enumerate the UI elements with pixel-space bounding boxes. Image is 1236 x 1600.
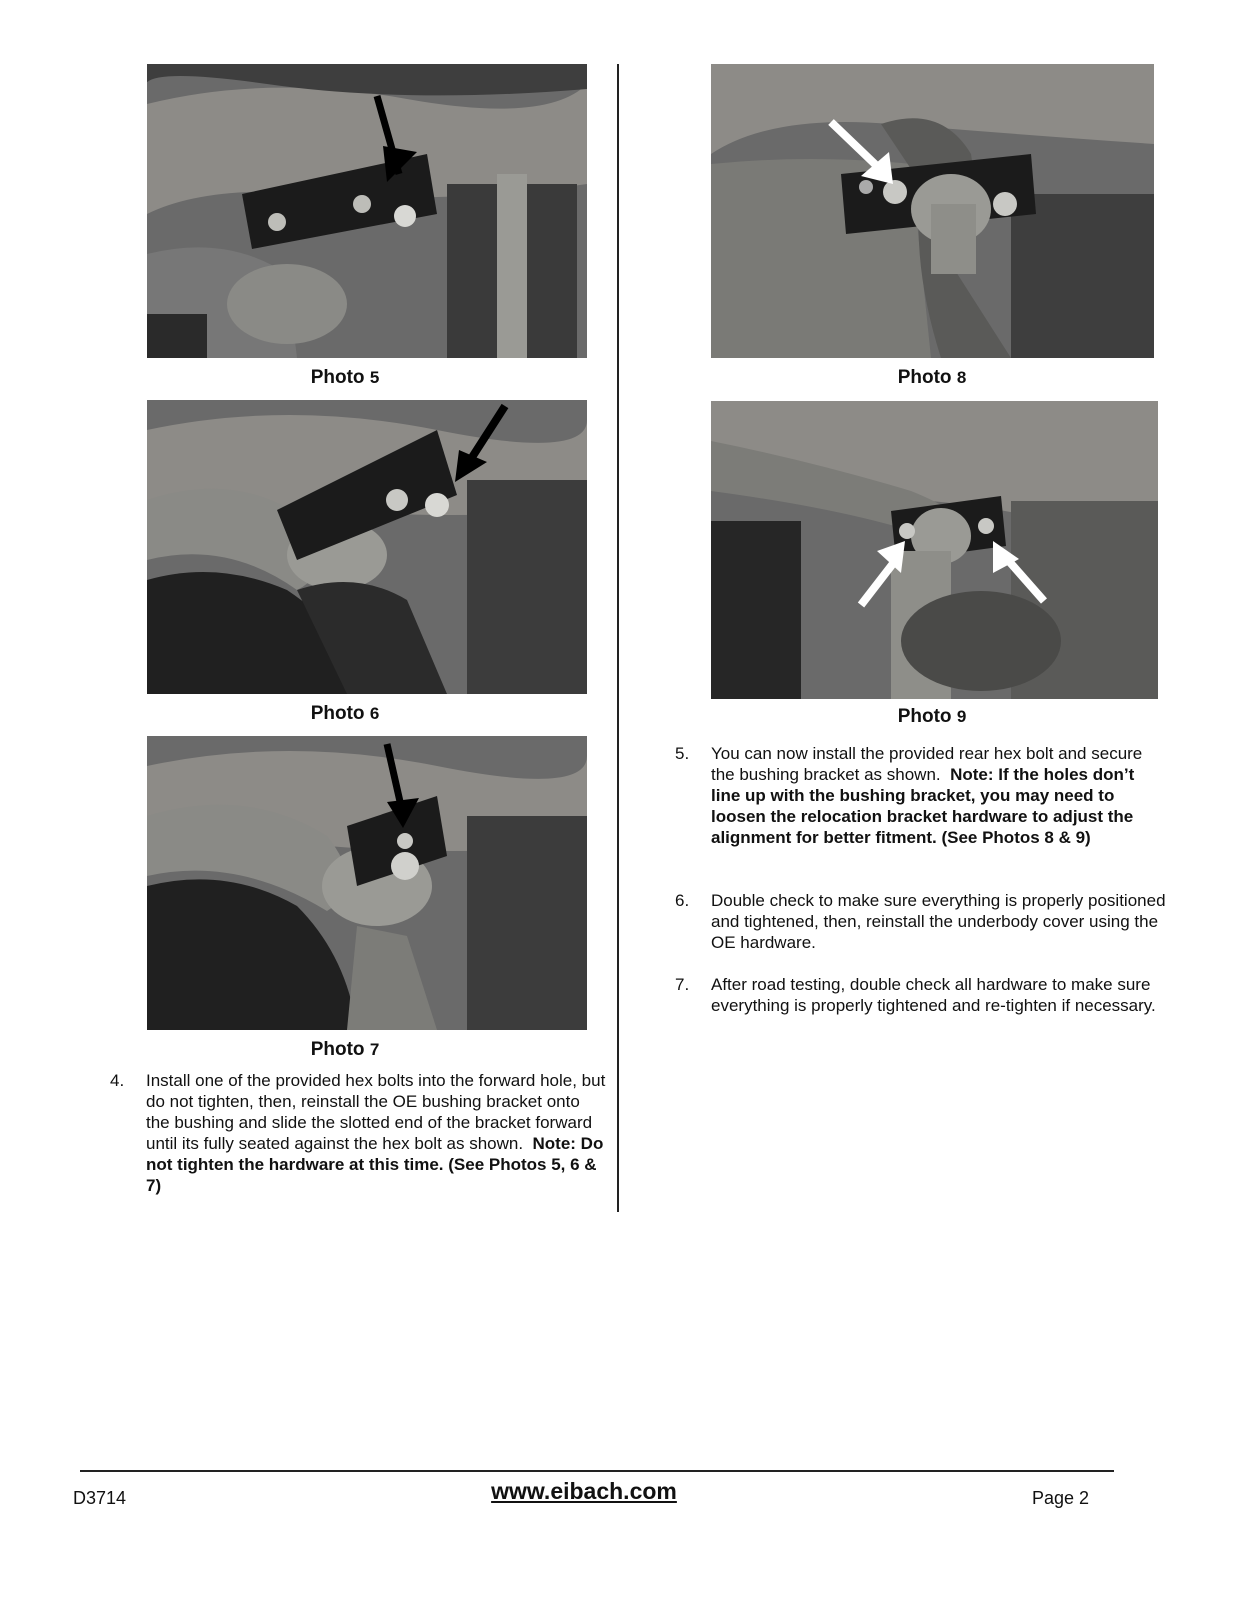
photo-7: [147, 736, 587, 1030]
photo-5: [147, 64, 587, 358]
document-code: D3714: [73, 1488, 127, 1508]
photo-9-caption: Photo 9: [897, 706, 967, 727]
step-6: [675, 890, 1167, 953]
photo-9: [711, 401, 1158, 699]
step-text: You can now install the provided rear hex bolt and secure the bushing bracket as shown.: [711, 744, 1143, 784]
page-number: Page 2: [1032, 1488, 1090, 1508]
step-text: Double check to make sure everything is properly positioned and tightened, then, reinstall the underbody cover using the OE hardware.: [711, 891, 1166, 952]
footer-rule: [80, 1470, 1114, 1472]
photo-7-caption: Photo 7: [310, 1039, 380, 1060]
website-link[interactable]: www.eibach.com: [491, 1478, 677, 1504]
step-7: [675, 974, 1167, 1016]
column-divider: [617, 64, 619, 1212]
photo-8: [711, 64, 1154, 358]
photo-8-caption: Photo 8: [897, 367, 967, 388]
step-number: 5.: [675, 744, 690, 763]
photo-6: [147, 400, 587, 694]
photo-6-caption: Photo 6: [310, 703, 380, 724]
step-note: Note: Do not tighten the hardware at this time. (See Photos 5, 6 & 7): [146, 1134, 604, 1195]
step-5: [675, 743, 1167, 848]
step-note: Note: If the holes don’t line up with the bushing bracket, you may need to loosen the relocation bracket hardware to adjust the alignment for better fitment. (See Photos 8 & 9): [711, 765, 1135, 847]
step-text: After road testing, double check all hardware to make sure everything is properly tightened and re-tighten if necessary.: [711, 975, 1156, 1015]
photo-5-caption: Photo 5: [310, 367, 380, 388]
step-4: [110, 1070, 606, 1196]
step-number: 7.: [675, 975, 690, 994]
step-number: 4.: [110, 1071, 125, 1090]
step-number: 6.: [675, 891, 690, 910]
step-text: Install one of the provided hex bolts into the forward hole, but do not tighten, then, reinstall the OE bushing bracket onto the bushing and slide the slotted end of the bracket forward until its fully seated against the hex bolt as shown.: [146, 1071, 606, 1153]
